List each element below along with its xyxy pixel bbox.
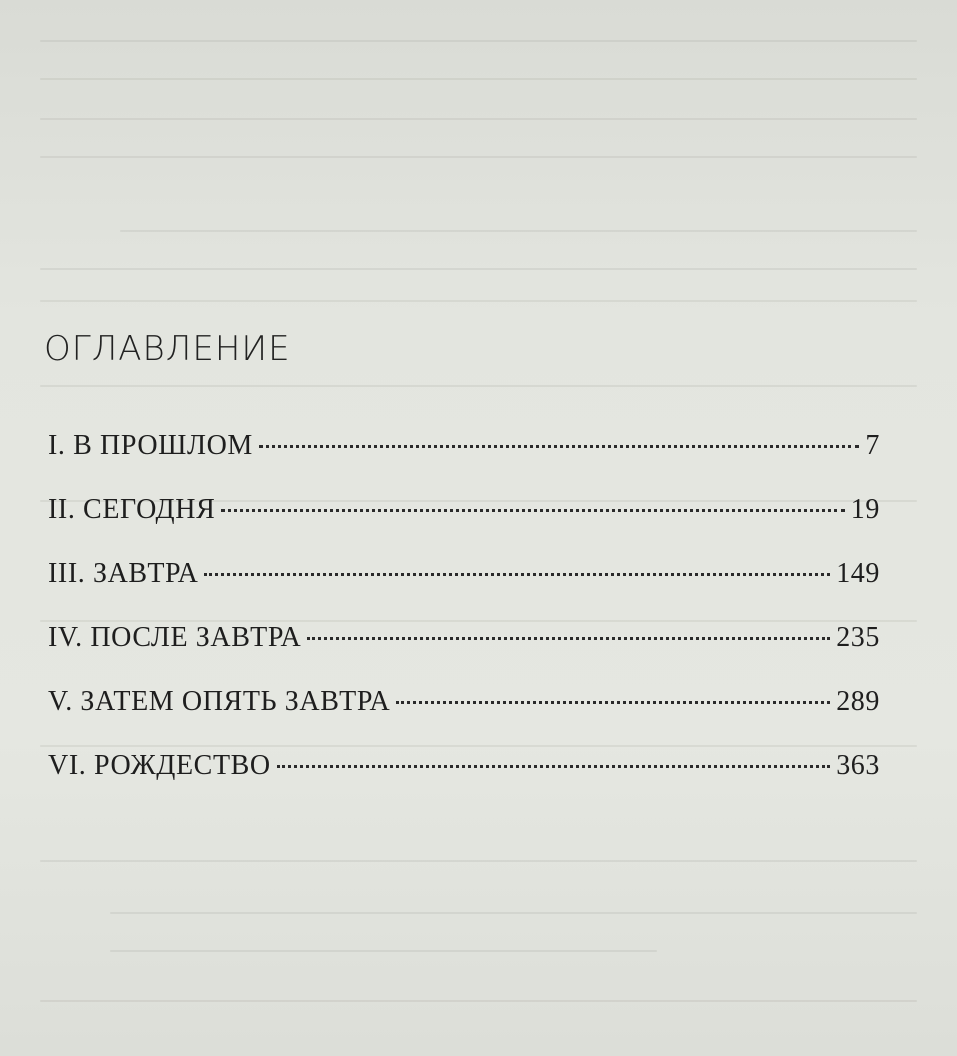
toc-entry-page: 363 (836, 750, 880, 781)
toc-entry-page: 7 (865, 430, 880, 461)
dot-leader (221, 509, 844, 512)
toc-entry-page: 149 (836, 558, 880, 589)
bleed-through-line (110, 912, 917, 914)
bleed-through-line (40, 78, 917, 80)
toc-list (48, 430, 880, 814)
bleed-through-line (40, 300, 917, 302)
bleed-through-line (40, 118, 917, 120)
bleed-through-line (40, 385, 917, 387)
bleed-through-line (40, 156, 917, 158)
bleed-through-line (40, 1000, 917, 1002)
toc-entry-label: II. СЕГОДНЯ (48, 494, 216, 525)
toc-entry-page: 289 (836, 686, 880, 717)
bleed-through-line (40, 40, 917, 42)
toc-entry-5[interactable] (48, 686, 880, 750)
bleed-through-line (120, 230, 917, 232)
toc-entry-1[interactable] (48, 430, 880, 494)
toc-entry-2[interactable] (48, 494, 880, 558)
bleed-through-line (110, 950, 657, 952)
bleed-through-line (40, 860, 917, 862)
dot-leader (204, 573, 830, 576)
toc-entry-4[interactable] (48, 622, 880, 686)
toc-entry-label: I. В ПРОШЛОМ (48, 430, 253, 461)
toc-entry-page: 235 (836, 622, 880, 653)
toc-entry-label: V. ЗАТЕМ ОПЯТЬ ЗАВТРА (48, 686, 391, 717)
toc-entry-label: IV. ПОСЛЕ ЗАВТРА (48, 622, 302, 653)
toc-entry-label: VI. РОЖДЕСТВО (48, 750, 271, 781)
dot-leader (259, 445, 859, 448)
toc-entry-label: III. ЗАВТРА (48, 558, 199, 589)
dot-leader (277, 765, 830, 768)
bleed-through-line (40, 268, 917, 270)
dot-leader (396, 701, 830, 704)
dot-leader (307, 637, 830, 640)
toc-entry-3[interactable] (48, 558, 880, 622)
toc-entry-page: 19 (850, 494, 880, 525)
toc-entry-6[interactable] (48, 750, 880, 814)
toc-heading: ОГЛАВЛЕНИЕ (44, 329, 291, 369)
